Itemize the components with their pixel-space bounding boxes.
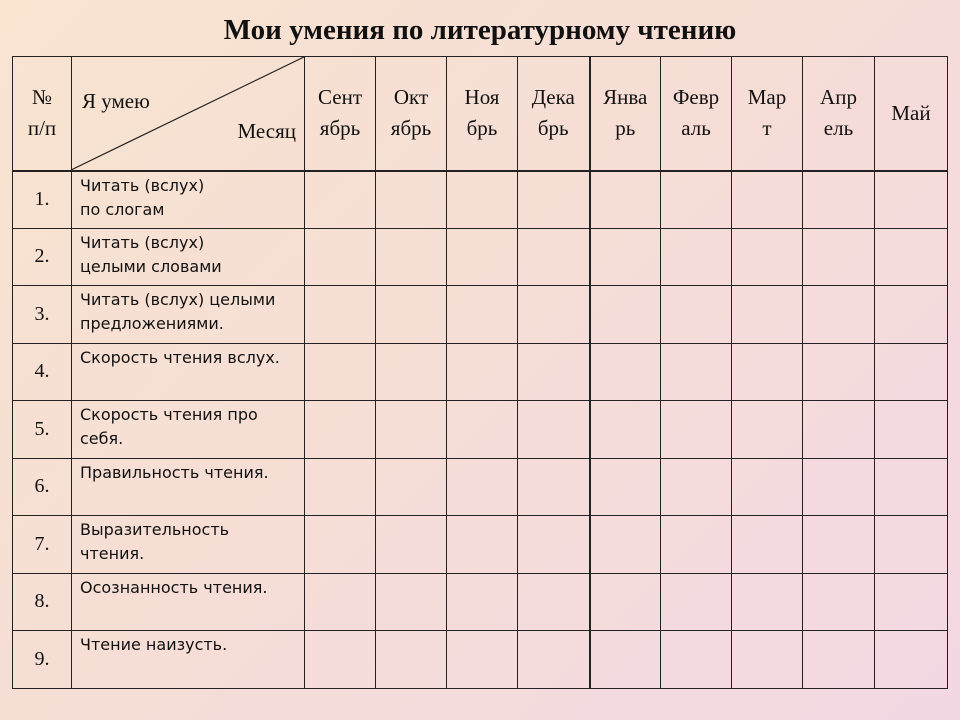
mark-cell[interactable] <box>875 516 948 574</box>
mark-cell[interactable] <box>661 286 732 344</box>
mark-cell[interactable] <box>803 458 875 516</box>
row-number: 5. <box>13 401 72 459</box>
mark-cell[interactable] <box>590 228 661 286</box>
mark-cell[interactable] <box>590 458 661 516</box>
mark-cell[interactable] <box>875 458 948 516</box>
mark-cell[interactable] <box>875 401 948 459</box>
mark-cell[interactable] <box>661 228 732 286</box>
table-row <box>13 401 948 459</box>
mark-cell[interactable] <box>376 343 447 401</box>
mark-cell[interactable] <box>305 631 376 689</box>
mark-cell[interactable] <box>732 171 803 229</box>
mark-cell[interactable] <box>803 631 875 689</box>
mark-cell[interactable] <box>875 171 948 229</box>
mark-cell[interactable] <box>590 516 661 574</box>
mark-cell[interactable] <box>803 573 875 631</box>
mark-cell[interactable] <box>803 343 875 401</box>
skill-month-header <box>72 57 305 171</box>
table-row <box>13 458 948 516</box>
skill-text: Читать (вслух) целыми словами <box>72 228 305 286</box>
month-header-jan: Янва рь <box>590 57 661 171</box>
mark-cell[interactable] <box>732 458 803 516</box>
skill-text: Чтение наизусть. <box>72 631 305 689</box>
mark-cell[interactable] <box>305 228 376 286</box>
skill-text: Читать (вслух) по слогам <box>72 171 305 229</box>
table-row <box>13 573 948 631</box>
mark-cell[interactable] <box>518 516 590 574</box>
mark-cell[interactable] <box>376 573 447 631</box>
mark-cell[interactable] <box>518 171 590 229</box>
mark-cell[interactable] <box>732 401 803 459</box>
mark-cell[interactable] <box>305 573 376 631</box>
row-number: 3. <box>13 286 72 344</box>
row-number: 4. <box>13 343 72 401</box>
table-row <box>13 171 948 229</box>
mark-cell[interactable] <box>447 401 518 459</box>
mark-cell[interactable] <box>732 631 803 689</box>
mark-cell[interactable] <box>376 401 447 459</box>
row-number: 1. <box>13 171 72 229</box>
mark-cell[interactable] <box>590 631 661 689</box>
mark-cell[interactable] <box>875 573 948 631</box>
mark-cell[interactable] <box>661 171 732 229</box>
skill-text: Осознанность чтения. <box>72 573 305 631</box>
mark-cell[interactable] <box>518 228 590 286</box>
skill-text: Читать (вслух) целыми предложениями. <box>72 286 305 344</box>
mark-cell[interactable] <box>661 631 732 689</box>
mark-cell[interactable] <box>447 286 518 344</box>
mark-cell[interactable] <box>447 171 518 229</box>
mark-cell[interactable] <box>732 228 803 286</box>
number-header: № п/п <box>13 57 72 171</box>
header-row <box>13 57 948 171</box>
month-header-feb: Февр аль <box>661 57 732 171</box>
table-row <box>13 343 948 401</box>
month-header-nov: Ноя брь <box>447 57 518 171</box>
mark-cell[interactable] <box>305 516 376 574</box>
table-row <box>13 286 948 344</box>
mark-cell[interactable] <box>447 573 518 631</box>
mark-cell[interactable] <box>875 228 948 286</box>
mark-cell[interactable] <box>447 458 518 516</box>
mark-cell[interactable] <box>376 171 447 229</box>
mark-cell[interactable] <box>732 516 803 574</box>
mark-cell[interactable] <box>305 171 376 229</box>
table-row <box>13 631 948 689</box>
mark-cell[interactable] <box>732 286 803 344</box>
mark-cell[interactable] <box>447 343 518 401</box>
mark-cell[interactable] <box>661 401 732 459</box>
month-header-may: Май <box>875 57 948 171</box>
mark-cell[interactable] <box>590 171 661 229</box>
mark-cell[interactable] <box>803 171 875 229</box>
mark-cell[interactable] <box>875 286 948 344</box>
mark-cell[interactable] <box>875 343 948 401</box>
mark-cell[interactable] <box>305 343 376 401</box>
mark-cell[interactable] <box>376 458 447 516</box>
mark-cell[interactable] <box>590 573 661 631</box>
mark-cell[interactable] <box>447 516 518 574</box>
table-row <box>13 516 948 574</box>
month-header-apr: Апр ель <box>803 57 875 171</box>
mark-cell[interactable] <box>518 458 590 516</box>
table-row <box>13 228 948 286</box>
row-number: 7. <box>13 516 72 574</box>
mark-cell[interactable] <box>376 286 447 344</box>
mark-cell[interactable] <box>305 458 376 516</box>
mark-cell[interactable] <box>732 573 803 631</box>
row-number: 9. <box>13 631 72 689</box>
mark-cell[interactable] <box>803 228 875 286</box>
page-title: Мои умения по литературному чтению <box>223 14 737 46</box>
skill-text: Скорость чтения про себя. <box>72 401 305 459</box>
skill-text: Правильность чтения. <box>72 458 305 516</box>
row-number: 6. <box>13 458 72 516</box>
skill-text: Скорость чтения вслух. <box>72 343 305 401</box>
skills-table <box>12 56 948 689</box>
mark-cell[interactable] <box>661 573 732 631</box>
row-number: 8. <box>13 573 72 631</box>
mark-cell[interactable] <box>803 286 875 344</box>
mark-cell[interactable] <box>518 286 590 344</box>
month-header-mar: Мар т <box>732 57 803 171</box>
mark-cell[interactable] <box>518 573 590 631</box>
mark-cell[interactable] <box>518 343 590 401</box>
mark-cell[interactable] <box>447 228 518 286</box>
mark-cell[interactable] <box>305 401 376 459</box>
mark-cell[interactable] <box>590 401 661 459</box>
mark-cell[interactable] <box>376 228 447 286</box>
mark-cell[interactable] <box>376 516 447 574</box>
month-header-oct: Окт ябрь <box>376 57 447 171</box>
skill-text: Выразительность чтения. <box>72 516 305 574</box>
mark-cell[interactable] <box>590 343 661 401</box>
mark-cell[interactable] <box>661 343 732 401</box>
mark-cell[interactable] <box>661 458 732 516</box>
month-header-label: Месяц <box>237 119 296 143</box>
mark-cell[interactable] <box>447 631 518 689</box>
mark-cell[interactable] <box>732 343 803 401</box>
mark-cell[interactable] <box>518 631 590 689</box>
mark-cell[interactable] <box>590 286 661 344</box>
mark-cell[interactable] <box>376 631 447 689</box>
mark-cell[interactable] <box>875 631 948 689</box>
month-header-dec: Дека брь <box>518 57 590 171</box>
month-header-sep: Сент ябрь <box>305 57 376 171</box>
mark-cell[interactable] <box>803 401 875 459</box>
mark-cell[interactable] <box>661 516 732 574</box>
mark-cell[interactable] <box>305 286 376 344</box>
mark-cell[interactable] <box>518 401 590 459</box>
skill-header-label: Я умею <box>82 89 150 113</box>
mark-cell[interactable] <box>803 516 875 574</box>
row-number: 2. <box>13 228 72 286</box>
